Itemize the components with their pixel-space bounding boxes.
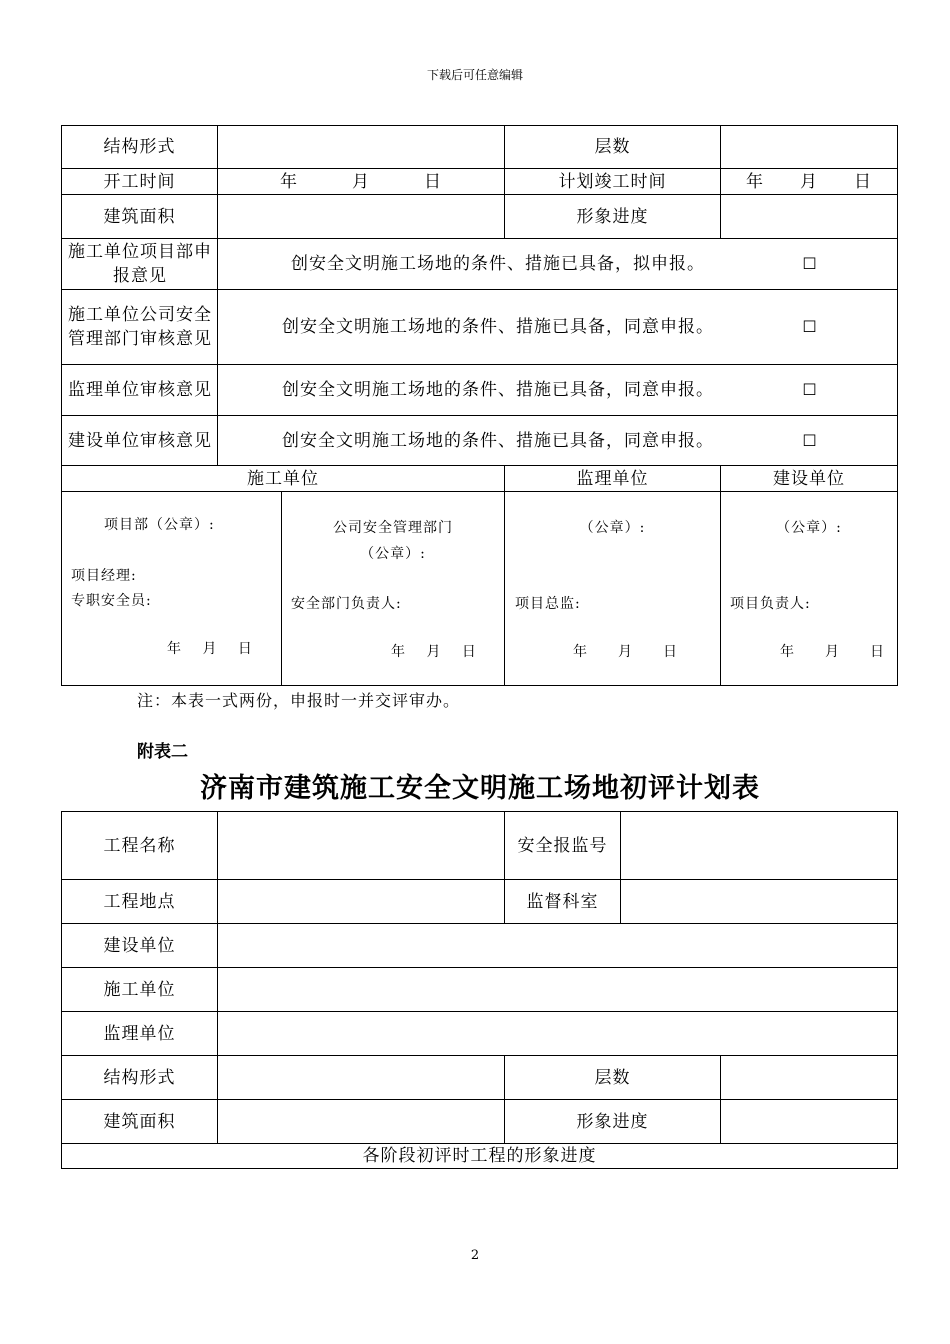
opinion-label-supervision: 监理单位审核意见: [68, 380, 212, 400]
header-construction-unit: 施工单位: [247, 468, 319, 489]
plan-floors-label: 层数: [594, 1067, 631, 1088]
owner-seal: （公章）:: [776, 520, 842, 536]
area-label: 建筑面积: [103, 206, 176, 227]
opinion-text-supervision: 创安全文明施工场地的条件、措施已具备，同意申报。: [282, 380, 714, 400]
supervision-date: 年 月 日: [573, 644, 678, 660]
supervision-seal: （公章）:: [579, 520, 646, 536]
page-header: 下载后可任意编辑: [426, 68, 523, 82]
company-date: 年 月 日: [391, 644, 477, 660]
opinion-text-project-dept: 创安全文明施工场地的条件、措施已具备，拟申报。: [291, 254, 705, 274]
owner-unit-label: 建设单位: [103, 935, 176, 956]
table-note: 注：本表一式两份，申报时一并交评审办。: [137, 691, 461, 710]
checkbox-company-safety[interactable]: ☐: [802, 317, 818, 336]
opinion-label-owner: 建设单位审核意见: [68, 430, 212, 451]
opinion-label-project-dept: 施工单位项目部申报意见: [68, 242, 212, 286]
supervision-office-label: 监督科室: [526, 891, 599, 912]
project-dept-seal: 项目部（公章）:: [104, 517, 215, 533]
start-time-label: 开工时间: [103, 171, 176, 192]
start-date: 年 月 日: [280, 171, 442, 192]
owner-date: 年 月 日: [780, 644, 885, 660]
supervision-unit-label: 监理单位: [103, 1023, 176, 1044]
company-seal: （公章）:: [360, 546, 426, 562]
planned-completion-label: 计划竣工时间: [558, 171, 667, 192]
chief-supervisor: 项目总监:: [515, 596, 581, 612]
company-safety-dept: 公司安全管理部门: [333, 520, 453, 536]
structure-label: 结构形式: [103, 137, 176, 157]
project-location-label: 工程地点: [103, 891, 176, 912]
opinion-text-owner: 创安全文明施工场地的条件、措施已具备，同意申报。: [282, 430, 714, 451]
opinion-text-company-safety: 创安全文明施工场地的条件、措施已具备，同意申报。: [282, 317, 714, 337]
plan-table-title: 济南市建筑施工安全文明施工场地初评计划表: [200, 773, 760, 804]
safety-number-label: 安全报监号: [517, 835, 608, 856]
header-supervision-unit: 监理单位: [576, 468, 649, 489]
project-dept-date: 年 月 日: [167, 641, 253, 657]
plan-progress-label: 形象进度: [576, 1111, 649, 1132]
owner-head: 项目负责人:: [730, 596, 811, 612]
safety-dept-head: 安全部门负责人:: [291, 596, 402, 612]
floors-label: 层数: [594, 137, 631, 157]
project-manager: 项目经理:: [71, 568, 137, 584]
appendix-label: 附表二: [137, 742, 188, 762]
page-number: 2: [470, 1248, 480, 1263]
construction-unit-label: 施工单位: [103, 979, 176, 1000]
header-owner-unit: 建设单位: [773, 468, 845, 489]
checkbox-project-dept[interactable]: ☐: [802, 254, 818, 273]
checkbox-owner[interactable]: ☐: [802, 430, 818, 450]
checkbox-supervision[interactable]: ☐: [802, 380, 818, 399]
opinion-label-company-safety: 施工单位公司安全管理部门审核意见: [68, 305, 212, 349]
stage-progress-label: 各阶段初评时工程的形象进度: [362, 1146, 597, 1166]
plan-area-label: 建筑面积: [103, 1111, 176, 1132]
safety-officer: 专职安全员:: [71, 593, 152, 609]
progress-label: 形象进度: [576, 206, 649, 227]
planned-completion-date: 年 月 日: [746, 171, 872, 192]
plan-structure-label: 结构形式: [103, 1067, 176, 1088]
project-name-label: 工程名称: [103, 835, 176, 856]
